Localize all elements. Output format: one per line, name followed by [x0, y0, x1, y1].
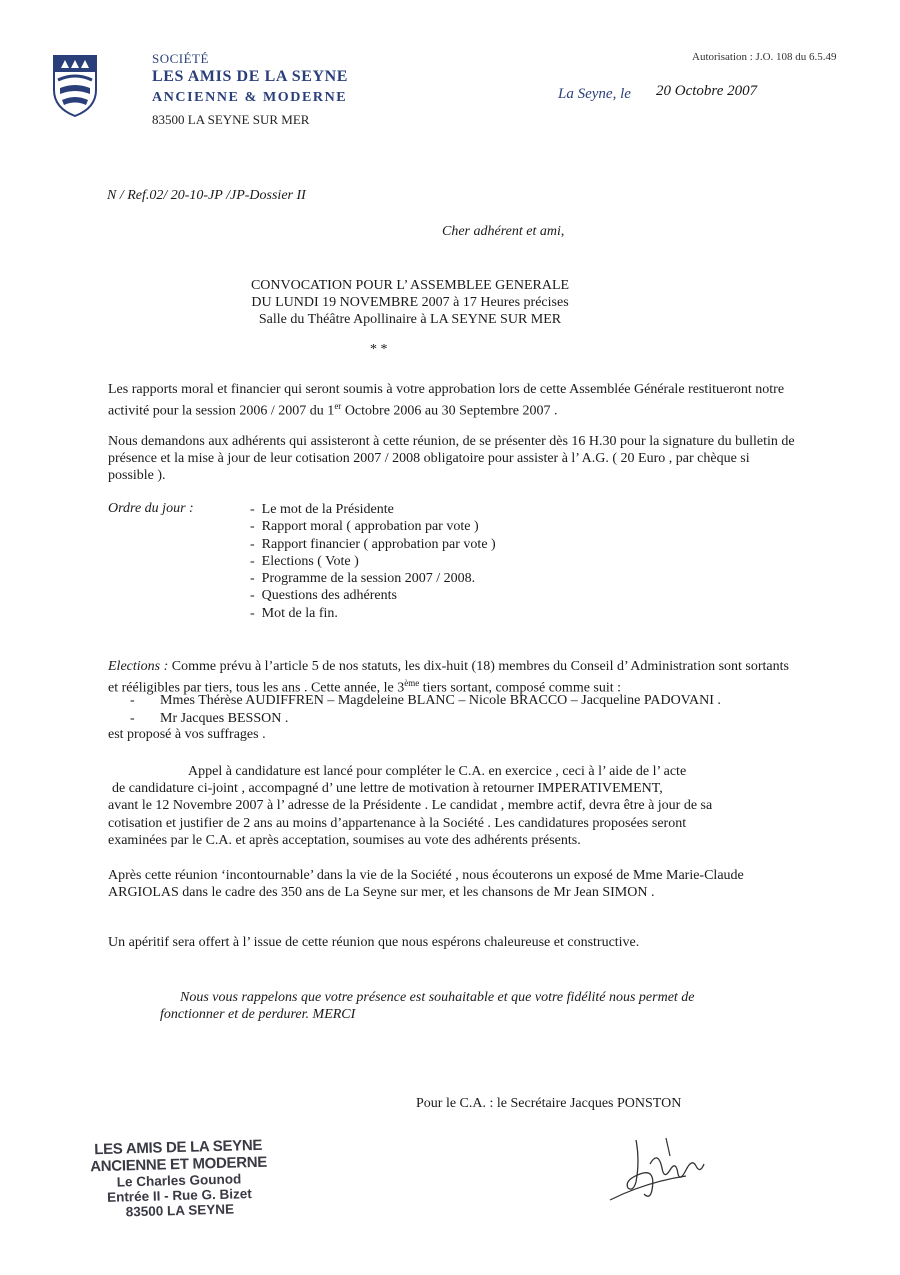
appel-line: de candidature ci-joint , accompagné d’ une lettre de motivation à retourner IMPERATIVEMENT, — [112, 781, 663, 797]
rappel-line: Nous vous rappelons que votre présence est souhaitable et que votre fidélité nous permet de — [180, 990, 695, 1005]
appel-line: cotisation et justifier de 2 ans au moins d’appartenance à la Société . Les candidatures proposées seront — [108, 815, 687, 831]
coat-of-arms-icon — [52, 54, 98, 118]
list-item: - Programme de la session 2007 / 2008. — [250, 570, 496, 587]
paragraph-rappel — [160, 989, 760, 1023]
list-item: - Rapport financier ( approbation par vote ) — [250, 536, 496, 553]
ordre-du-jour-list — [250, 501, 496, 622]
list-item: - Questions des adhérents — [250, 587, 496, 604]
org-societe: SOCIÉTÉ — [152, 51, 209, 66]
stamp-line: Entrée II - Rue G. Bizet — [106, 1186, 253, 1205]
signature-icon — [606, 1130, 716, 1210]
member-line: Mmes Thérèse AUDIFFREN – Magdeleine BLANC – Nicole BRACCO – Jacqueline PADOVANI . — [160, 693, 721, 708]
reference-number: N / Ref.02/ 20-10-JP /JP-Dossier II — [107, 188, 306, 203]
appel-line: examinées par le C.A. et après acceptation, soumises au vote des adhérents présents. — [108, 832, 581, 848]
list-item: - Le mot de la Présidente — [250, 501, 496, 518]
list-item: - Elections ( Vote ) — [250, 553, 496, 570]
stamp-line: 83500 LA SEYNE — [125, 1201, 235, 1220]
signoff: Pour le C.A. : le Secrétaire Jacques PONSTON — [416, 1096, 682, 1111]
org-name-line1: LES AMIS DE LA SEYNE — [152, 68, 349, 85]
convocation-venue: Salle du Théâtre Apollinaire à LA SEYNE SUR MER — [258, 312, 562, 327]
appel-line: Appel à candidature est lancé pour compléter le C.A. en exercice , ceci à l’ aide de l’ acte — [188, 764, 687, 779]
elections-text-b: tiers sortant, composé comme suit : — [419, 680, 622, 696]
paragraph-reports — [108, 381, 798, 420]
autorisation-note: Autorisation : J.O. 108 du 6.5.49 — [692, 51, 837, 63]
convocation-date: DU LUNDI 19 NOVEMBRE 2007 à 17 Heures précises — [251, 295, 569, 310]
list-item: - Mmes Thérèse AUDIFFREN – Magdeleine BLANC – Nicole BRACCO – Jacqueline PADOVANI . — [130, 693, 721, 708]
elections-label: Elections : — [108, 659, 169, 674]
list-item: - Mr Jacques BESSON . — [130, 710, 289, 726]
stamp-line: LES AMIS DE LA SEYNE — [94, 1136, 263, 1159]
appel-line: avant le 12 Novembre 2007 à l’ adresse de la Présidente . Le candidat , membre actif, devra être à jour de sa — [108, 798, 713, 814]
elections-members-list — [130, 692, 721, 727]
elections-end: est proposé à vos suffrages . — [108, 727, 266, 742]
letter-place: La Seyne, le — [558, 86, 631, 102]
greeting: Cher adhérent et ami, — [442, 224, 565, 239]
paragraph-appel — [108, 763, 798, 849]
paragraph-reports-text-b: Octobre 2006 au 30 Septembre 2007 . — [341, 403, 558, 419]
letter-date: 20 Octobre 2007 — [656, 83, 758, 99]
list-item: - Mot de la fin. — [250, 605, 496, 622]
stamp-line: Le Charles Gounod — [116, 1171, 242, 1190]
org-name-line2: ANCIENNE & MODERNE — [152, 90, 348, 105]
paragraph-elections — [108, 658, 798, 697]
convocation-title: CONVOCATION POUR L’ ASSEMBLEE GENERALE — [250, 278, 570, 293]
org-address: 83500 LA SEYNE SUR MER — [152, 112, 310, 127]
rappel-line: fonctionner et de perdurer. MERCI — [160, 1007, 356, 1022]
superscript-eme: ème — [404, 678, 420, 688]
elections-text-a: Comme prévu à l’article 5 de nos statuts, les dix-huit (18) membres du Conseil d’ Administration sont sortants et rééligibles par tiers, tous les ans . Cette année, le 3 — [108, 659, 789, 696]
paragraph-attendance: Nous demandons aux adhérents qui assisteront à cette réunion, de se présenter dès 16 H.30 pour la signature du bulletin de présence et la mise à jour de leur cotisation 2007 / 2008 obligatoire pour assister à l’ A.G. ( 20 Euro , par chèque si possible ). — [108, 434, 795, 483]
separator-stars: * * — [370, 342, 388, 357]
ordre-du-jour-label: Ordre du jour : — [108, 501, 194, 516]
paragraph-apres: Après cette réunion ‘incontournable’ dans la vie de la Société , nous écouterons un exposé de Mme Marie-Claude ARGIOLAS dans le cadre des 350 ans de La Seyne sur mer, et les chansons de Mr Jean SIMON . — [108, 868, 744, 900]
paragraph-reports-text-a: Les rapports moral et financier qui seront soumis à votre approbation lors de cette Assemblée Générale restitueront notre activité pour la session 2006 / 2007 du 1 — [108, 382, 785, 419]
superscript-er: er — [334, 401, 342, 411]
paragraph-aperitif: Un apéritif sera offert à l’ issue de cette réunion que nous espérons chaleureuse et constructive. — [108, 935, 640, 950]
member-line: Mr Jacques BESSON . — [160, 710, 289, 726]
stamp-line: ANCIENNE ET MODERNE — [90, 1153, 268, 1176]
list-item: - Rapport moral ( approbation par vote ) — [250, 518, 496, 535]
association-stamp — [73, 1136, 285, 1220]
